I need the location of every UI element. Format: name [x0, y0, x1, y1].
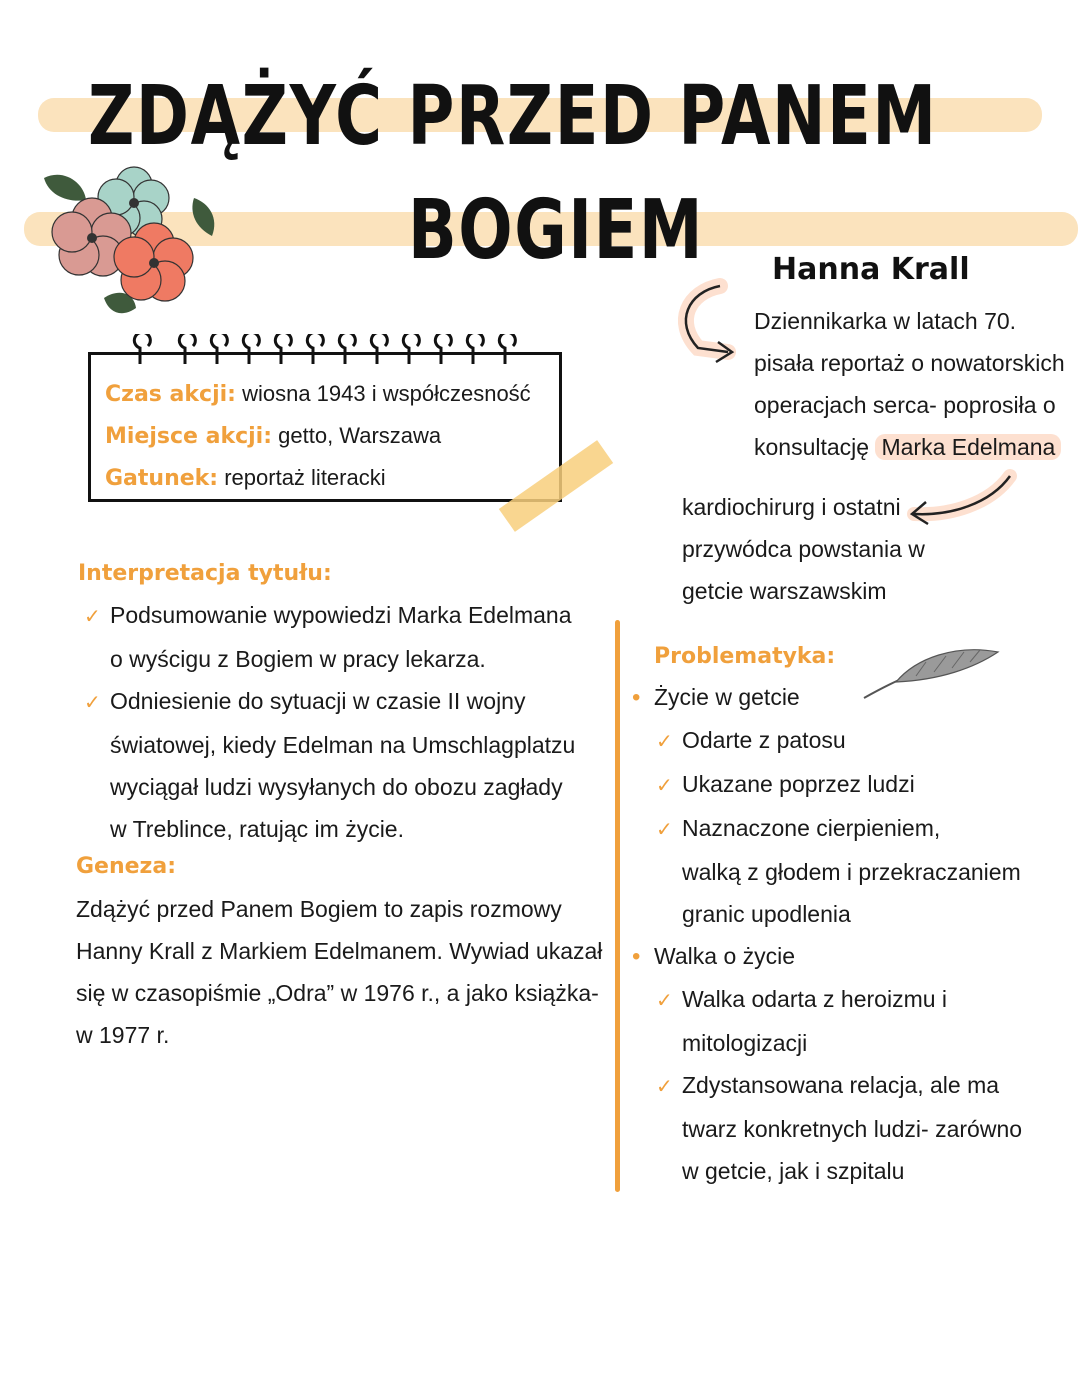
place-label: Miejsce akcji: — [105, 424, 273, 449]
edelman-line: kardiochirurg i ostatni — [682, 494, 901, 520]
flower-decoration-icon — [24, 158, 234, 328]
check-icon: ✓ — [656, 819, 673, 841]
genesis-line: Zdążyć przed Panem Bogiem to zapis rozmowy — [76, 896, 562, 922]
item-text: Podsumowanie wypowiedzi Marka Edelmana — [110, 602, 572, 628]
interpretation-section — [78, 554, 575, 850]
list-item-continued: granic upodlenia — [682, 901, 851, 927]
author-line: pisała reportaż o nowatorskich — [754, 350, 1065, 376]
page-title-line-2: BOGIEM — [408, 183, 705, 278]
group-title-text: Walka o życie — [654, 943, 796, 969]
genesis-text — [76, 888, 602, 1056]
group-title-text: Życie w getcie — [654, 684, 800, 710]
check-icon: ✓ — [656, 731, 673, 753]
genesis-line: się w czasopiśmie „Odra” w 1976 r., a jako książka- — [76, 980, 599, 1006]
author-name: Hanna Krall — [772, 252, 970, 287]
edelman-highlight: Marka Edelmana — [875, 434, 1061, 460]
list-item — [632, 719, 1022, 763]
check-icon: ✓ — [656, 1076, 673, 1098]
author-line-prefix: konsultację — [754, 434, 870, 460]
interpretation-heading: Interpretacja tytułu: — [78, 561, 332, 586]
time-row — [105, 373, 559, 415]
bullet-icon: • — [632, 943, 641, 970]
list-item-continued: światowej, kiedy Edelman na Umschlagplatzu — [110, 732, 576, 758]
genre-row — [105, 457, 559, 499]
problems-section — [632, 638, 1022, 1192]
curved-arrow-icon — [668, 272, 758, 372]
edelman-description — [682, 486, 925, 612]
interpretation-list — [78, 594, 575, 850]
check-icon: ✓ — [656, 775, 673, 797]
problem-group-title — [632, 676, 1022, 719]
list-item-continued: o wyścigu z Bogiem w pracy lekarza. — [110, 646, 486, 672]
item-text: Odarte z patosu — [682, 727, 846, 753]
item-text: Odniesienie do sytuacji w czasie II wojny — [110, 688, 526, 714]
list-item-continued: wyciągał ludzi wysyłanych do obozu zagłady — [110, 774, 563, 800]
list-item — [632, 1064, 1022, 1108]
genre-label: Gatunek: — [105, 466, 219, 491]
problems-list — [632, 676, 1022, 1192]
time-value: wiosna 1943 i współczesność — [242, 381, 531, 406]
list-item — [632, 807, 1022, 851]
item-text: Zdystansowana relacja, ale ma — [682, 1072, 1000, 1098]
genesis-section — [76, 846, 602, 1056]
place-row — [105, 415, 559, 457]
check-icon: ✓ — [656, 990, 673, 1012]
author-line: Dziennikarka w latach 70. — [754, 308, 1017, 334]
genre-value: reportaż literacki — [224, 465, 386, 490]
list-item-continued: walką z głodem i przekraczaniem — [682, 859, 1021, 885]
genesis-line: Hanny Krall z Markiem Edelmanem. Wywiad ukazał — [76, 938, 603, 964]
problems-heading: Problematyka: — [654, 644, 836, 669]
info-box — [88, 352, 562, 502]
list-item — [78, 680, 575, 724]
list-item-continued: mitologizacji — [682, 1030, 808, 1056]
problem-group-title — [632, 935, 1022, 978]
list-item — [78, 594, 575, 638]
item-text: Ukazane poprzez ludzi — [682, 771, 915, 797]
page-title-line-1: ZDĄŻYĆ PRZED PANEM — [88, 69, 938, 164]
item-text: Walka odarta z heroizmu i — [682, 986, 948, 1012]
author-line: operacjach serca- poprosiła o — [754, 392, 1056, 418]
list-item — [632, 763, 1022, 807]
check-icon: ✓ — [84, 606, 101, 628]
list-item-continued: w Treblince, ratując im życie. — [110, 816, 404, 842]
genesis-line: w 1977 r. — [76, 1022, 170, 1048]
genesis-heading: Geneza: — [76, 854, 177, 879]
edelman-line: przywódca powstania w — [682, 536, 925, 562]
author-description — [754, 300, 1065, 468]
column-divider — [615, 620, 620, 1192]
item-text: Naznaczone cierpieniem, — [682, 815, 941, 841]
list-item — [632, 978, 1022, 1022]
time-label: Czas akcji: — [105, 382, 236, 407]
list-item-continued: twarz konkretnych ludzi- zarówno — [682, 1116, 1023, 1142]
check-icon: ✓ — [84, 692, 101, 714]
bullet-icon: • — [632, 684, 641, 711]
place-value: getto, Warszawa — [278, 423, 442, 448]
list-item-continued: w getcie, jak i szpitalu — [682, 1158, 905, 1184]
author-line-last — [754, 426, 1065, 468]
edelman-line: getcie warszawskim — [682, 578, 887, 604]
